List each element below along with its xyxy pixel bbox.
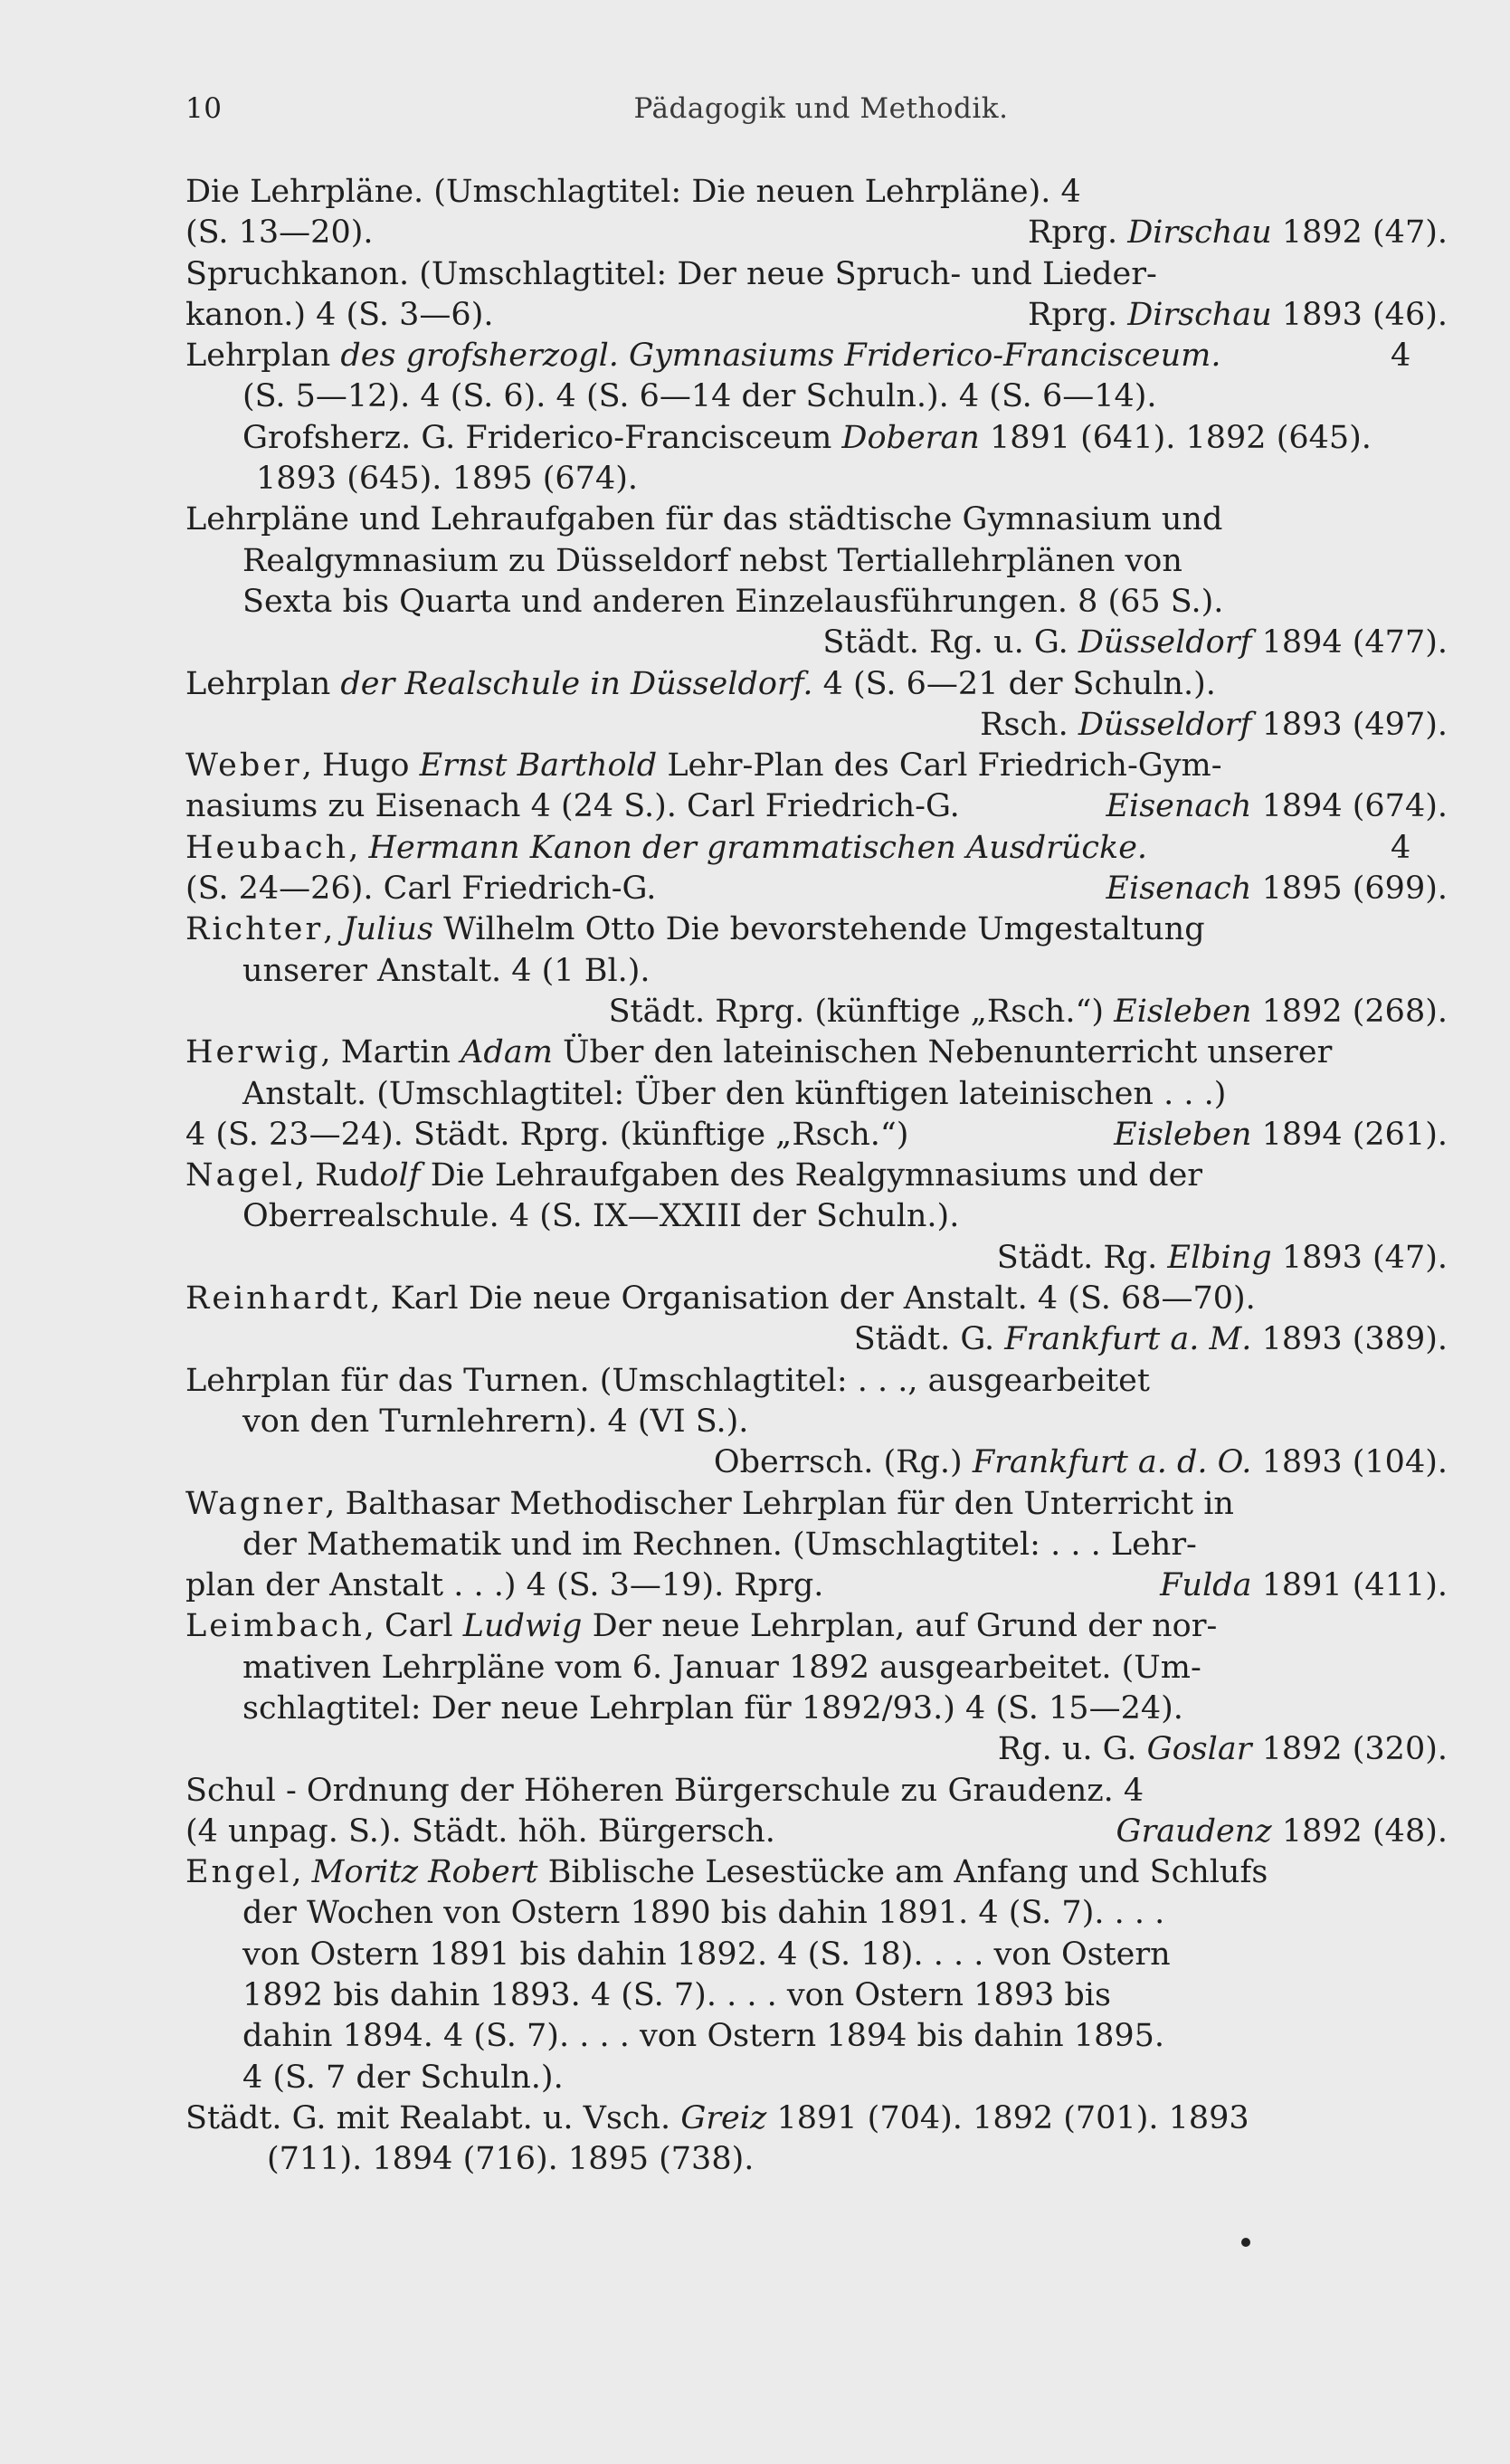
bibliography-entry — [185, 336, 1448, 418]
entry-text: Eisleben — [1114, 993, 1252, 1030]
author-name: Heubach — [185, 829, 349, 866]
entry-source — [1028, 213, 1448, 253]
bibliography-entry — [185, 1606, 1448, 1770]
entry-text: Eisleben — [1114, 1116, 1252, 1153]
entry-text: Oberrsch. (Rg.) — [713, 1444, 973, 1481]
author-name: Wagner — [185, 1485, 326, 1522]
entry-text: Grofsherz. G. Friderico-Francisceum — [242, 419, 842, 456]
entry-text: , — [323, 911, 344, 948]
entry-text: Sexta bis Quarta und anderen Einzelausführungen. 8 (65 S.). — [242, 583, 1224, 620]
entry-text: 1892 (268). — [1251, 993, 1448, 1030]
page-header — [185, 92, 1457, 138]
entry-text: des grofsherzogl. Gymnasiums Friderico-Franciscеum. — [340, 338, 1221, 375]
entry-text: Städt. G. — [853, 1321, 1005, 1358]
entry-text: 1892 (47). — [1271, 214, 1448, 252]
entry-text: 1893 (46). — [1271, 296, 1448, 333]
entry-text: , — [291, 1854, 312, 1891]
entry-text: Elbing — [1167, 1239, 1272, 1276]
entry-text: Über den lateinischen Nebenunterricht unserer — [552, 1034, 1333, 1071]
entry-text: Fulda — [1160, 1567, 1252, 1604]
entry-text: Die Lehraufgaben des Realgymnasiums und der — [420, 1157, 1203, 1194]
bibliography-entry — [185, 1852, 1448, 2180]
text-line — [185, 2098, 1249, 2139]
author-name: Reinhardt — [185, 1280, 371, 1318]
entry-text: Greiz — [680, 2099, 767, 2136]
entry-source — [242, 1729, 1448, 1770]
ink-dot-mark — [1241, 2238, 1250, 2247]
entry-source — [242, 705, 1448, 746]
text-line — [1160, 1565, 1448, 1606]
entry-text: Moritz Robert — [311, 1854, 538, 1891]
text-line — [185, 1812, 1448, 1852]
text-line — [185, 786, 1448, 827]
entry-text: Lehrpläne und Lehraufgaben für das städtische Gymnasium und — [185, 501, 1223, 538]
entry-text: Rprg. — [1028, 296, 1128, 333]
author-name: Richter — [185, 911, 324, 948]
text-line — [1114, 1115, 1448, 1156]
bibliography-entry — [185, 1156, 1448, 1279]
entry-text: Ludwig — [462, 1608, 583, 1645]
bibliography-entry — [185, 1032, 1448, 1156]
entry-text: 1894 (674). — [1251, 788, 1448, 825]
text-line — [185, 2098, 1448, 2139]
entry-text: 1893 (104). — [1251, 1444, 1448, 1481]
entry-text: Städt. Rg. u. G. — [822, 624, 1078, 661]
bibliography-entry — [185, 1771, 1448, 1853]
entry-source — [242, 1319, 1448, 1360]
entry-text: , Hugo — [301, 747, 420, 785]
entry-text: 4 (S. 6—21 der Schuln.). — [812, 665, 1216, 702]
entry-text: plan der Anstalt . . .) 4 (S. 3—19). Rprg. — [185, 1567, 824, 1604]
entry-text: (S. 24—26). Carl Friedrich-G. — [185, 870, 657, 908]
entry-text: Düsseldorf — [1078, 706, 1252, 743]
entry-text: , Balthasar Methodischer Lehrplan für den Unterricht in — [325, 1485, 1234, 1522]
text-line — [185, 1565, 1448, 1606]
entry-text: schlagtitel: Der neue Lehrplan für 1892/93.) 4 (S. 15—24). — [242, 1689, 1183, 1727]
entry-text: 1891 (641). 1892 (645). — [979, 419, 1372, 456]
text-line — [1116, 1812, 1448, 1852]
entry-text: 1891 (411). — [1251, 1567, 1448, 1604]
bibliography-entry — [185, 664, 1448, 747]
entry-text: (711). 1894 (716). 1895 (738). — [267, 2141, 755, 2178]
running-title: Pädagogik und Methodik. — [633, 92, 1009, 125]
entry-text: Biblische Lesestücke am Anfang und Schlufs — [537, 1854, 1268, 1891]
entry-text: Realgymnasium zu Düsseldorf nebst Tertiallehrplänen von — [242, 542, 1182, 579]
entry-text: 1893 (497). — [1251, 706, 1448, 743]
entry-text: Städt. Rprg. (künftige „Rsch.“) — [608, 993, 1115, 1030]
entry-text: Oberrealschule. 4 (S. IX—XXIII der Schuln.). — [242, 1198, 960, 1235]
entry-text: , — [348, 829, 369, 866]
entry-text: 1894 (261). — [1251, 1116, 1448, 1153]
entry-text: , Karl Die neue Organisation der Anstalt. 4 (S. 68—70). — [370, 1280, 1256, 1318]
entry-text: Lehrplan für das Turnen. (Umschlagtitel: . . ., ausgearbeitet — [185, 1362, 1150, 1399]
page-number: 10 — [185, 92, 223, 125]
entry-text: Anstalt. (Umschlagtitel: Über den künftigen lateinischen . . .) — [242, 1075, 1227, 1112]
entry-text: Frankfurt a. M. — [1004, 1321, 1252, 1358]
entry-text: Frankfurt a. d. O. — [972, 1444, 1252, 1481]
entry-text: Doberan — [841, 419, 980, 456]
entry-text: Julius — [343, 911, 433, 948]
bibliography-entry — [185, 828, 1448, 910]
entry-text: Der neue Lehrplan, auf Grund der nor- — [582, 1608, 1218, 1645]
entry-text: Städt. Rg. — [996, 1239, 1168, 1276]
author-name: Nagel — [185, 1157, 295, 1194]
entry-text: Graudenz — [1116, 1812, 1272, 1850]
text-line — [185, 336, 1221, 376]
entry-text: Schul - Ordnung der Höheren Bürgerschule zu Graudenz. 4 — [185, 1772, 1144, 1809]
entry-source — [242, 1442, 1448, 1483]
entry-text: Dirschau — [1127, 214, 1272, 252]
text-line — [185, 295, 1448, 336]
entry-text: Adam — [461, 1034, 553, 1071]
entry-text: olf — [379, 1157, 421, 1194]
entry-text: Dirschau — [1127, 296, 1272, 333]
entry-source — [242, 1238, 1448, 1279]
entry-text: 1892 (320). — [1251, 1731, 1448, 1768]
text-line — [185, 828, 1148, 869]
entry-source — [1028, 295, 1448, 336]
entry-text: Goslar — [1146, 1731, 1252, 1768]
entry-text: (S. 5—12). 4 (S. 6). 4 (S. 6—14 der Schuln.). 4 (S. 6—14). — [242, 378, 1157, 415]
entry-text: 1892 bis dahin 1893. 4 (S. 7). . . . von Ostern 1893 bis — [242, 1977, 1111, 2014]
entry-text: 1892 (48). — [1271, 1812, 1448, 1850]
entry-text: kanon.) 4 (S. 3—6). — [185, 296, 494, 333]
entry-text: Lehr-Plan des Carl Friedrich-Gym- — [657, 747, 1222, 785]
entry-text: Wilhelm Otto Die bevorstehende Umgestaltung — [432, 911, 1205, 948]
entry-text: 1893 (47). — [1271, 1239, 1448, 1276]
entry-text: Die Lehrpläne. (Umschlagtitel: Die neuen Lehrpläne). 4 — [185, 174, 1081, 210]
bibliography-entry — [185, 172, 1448, 254]
entry-text: Städt. G. mit Realabt. u. Vsch. — [185, 2099, 681, 2136]
text-line — [185, 213, 1448, 253]
bibliography-entry — [185, 909, 1448, 1032]
entry-text: Rprg. — [1028, 214, 1128, 252]
bibliography-entry — [185, 499, 1448, 663]
entry-text: von den Turnlehrern). 4 (VI S.). — [242, 1403, 749, 1440]
entry-text: 1893 (645). 1895 (674). — [256, 461, 638, 498]
entry-text: 1894 (477). — [1251, 624, 1448, 661]
text-line — [185, 1115, 1448, 1156]
text-line — [185, 869, 1448, 909]
entry-text: 1893 (389). — [1251, 1321, 1448, 1358]
bibliography-entry — [185, 254, 1448, 337]
entry-text: Ernst Barthold — [419, 747, 658, 785]
entry-text: (S. 13—20). — [185, 214, 374, 252]
bibliography-list — [185, 172, 1448, 2181]
entry-text: Lehrplan — [185, 338, 331, 375]
text-line — [1106, 786, 1448, 827]
entry-text: der Mathematik und im Rechnen. (Umschlagtitel: . . . Lehr- — [242, 1526, 1197, 1563]
entry-text: Düsseldorf — [1078, 624, 1252, 661]
entry-text: Rg. u. G. — [997, 1731, 1147, 1768]
entry-text: von Ostern 1891 bis dahin 1892. 4 (S. 18). . . . von Ostern — [242, 1936, 1171, 1973]
entry-text: Hermann Kanon der grammatischen Ausdrücke. — [368, 829, 1148, 866]
entry-text: , Rud — [294, 1157, 380, 1194]
text-line: Lehrplan des grofsherzogl. Gymnasiums Friderico-Franciscеum. 4 — [242, 336, 1448, 376]
entry-text: Spruchkanon. (Umschlagtitel: Der neue Spruch- und Lieder- — [185, 255, 1157, 292]
bibliography-entry — [185, 418, 1448, 500]
bibliography-entry — [185, 746, 1448, 828]
entry-text: Lehrplan — [185, 665, 341, 702]
entry-text: nasiums zu Eisenach 4 (24 S.). Carl Friedrich-G. — [185, 788, 960, 825]
entry-text: , Carl — [364, 1608, 463, 1645]
entry-text: , Martin — [320, 1034, 461, 1071]
entry-text: Rsch. — [980, 706, 1078, 743]
entry-text: der Realschule in Düsseldorf. — [340, 665, 813, 702]
entry-text: dahin 1894. 4 (S. 7). . . . von Ostern 1894 bis dahin 1895. — [242, 2018, 1165, 2055]
entry-text: (4 unpag. S.). Städt. höh. Bürgersch. — [185, 1812, 775, 1850]
text-line — [1106, 869, 1448, 909]
entry-text: 4 (S. 7 der Schuln.). — [242, 2059, 564, 2096]
bibliography-entry — [185, 1279, 1448, 1361]
entry-source — [242, 623, 1448, 663]
entry-text: der Wochen von Ostern 1890 bis dahin 1891. 4 (S. 7). . . . — [242, 1895, 1165, 1932]
entry-source — [242, 992, 1448, 1032]
entry-text: unserer Anstalt. 4 (1 Bl.). — [242, 952, 651, 989]
author-name: Engel — [185, 1854, 292, 1891]
author-name: Leimbach — [185, 1608, 365, 1645]
author-name: Weber — [185, 747, 302, 785]
entry-text: mativen Lehrpläne vom 6. Januar 1892 ausgearbeitet. (Um- — [242, 1649, 1201, 1686]
entry-text: 1891 (704). 1892 (701). 1893 — [766, 2099, 1249, 2136]
bibliography-entry — [185, 1361, 1448, 1484]
entry-text: Eisenach — [1106, 870, 1252, 908]
entry-text: 4 (S. 23—24). Städt. Rprg. (künftige „Rsch.“) — [185, 1116, 909, 1153]
entry-text: Eisenach — [1106, 788, 1252, 825]
bibliography-entry — [185, 1484, 1448, 1607]
text-line: Heubach, Hermann Kanon der grammatischen Ausdrücke. 4 — [242, 828, 1448, 869]
entry-text: 1895 (699). — [1251, 870, 1448, 908]
author-name: Herwig — [185, 1034, 321, 1071]
